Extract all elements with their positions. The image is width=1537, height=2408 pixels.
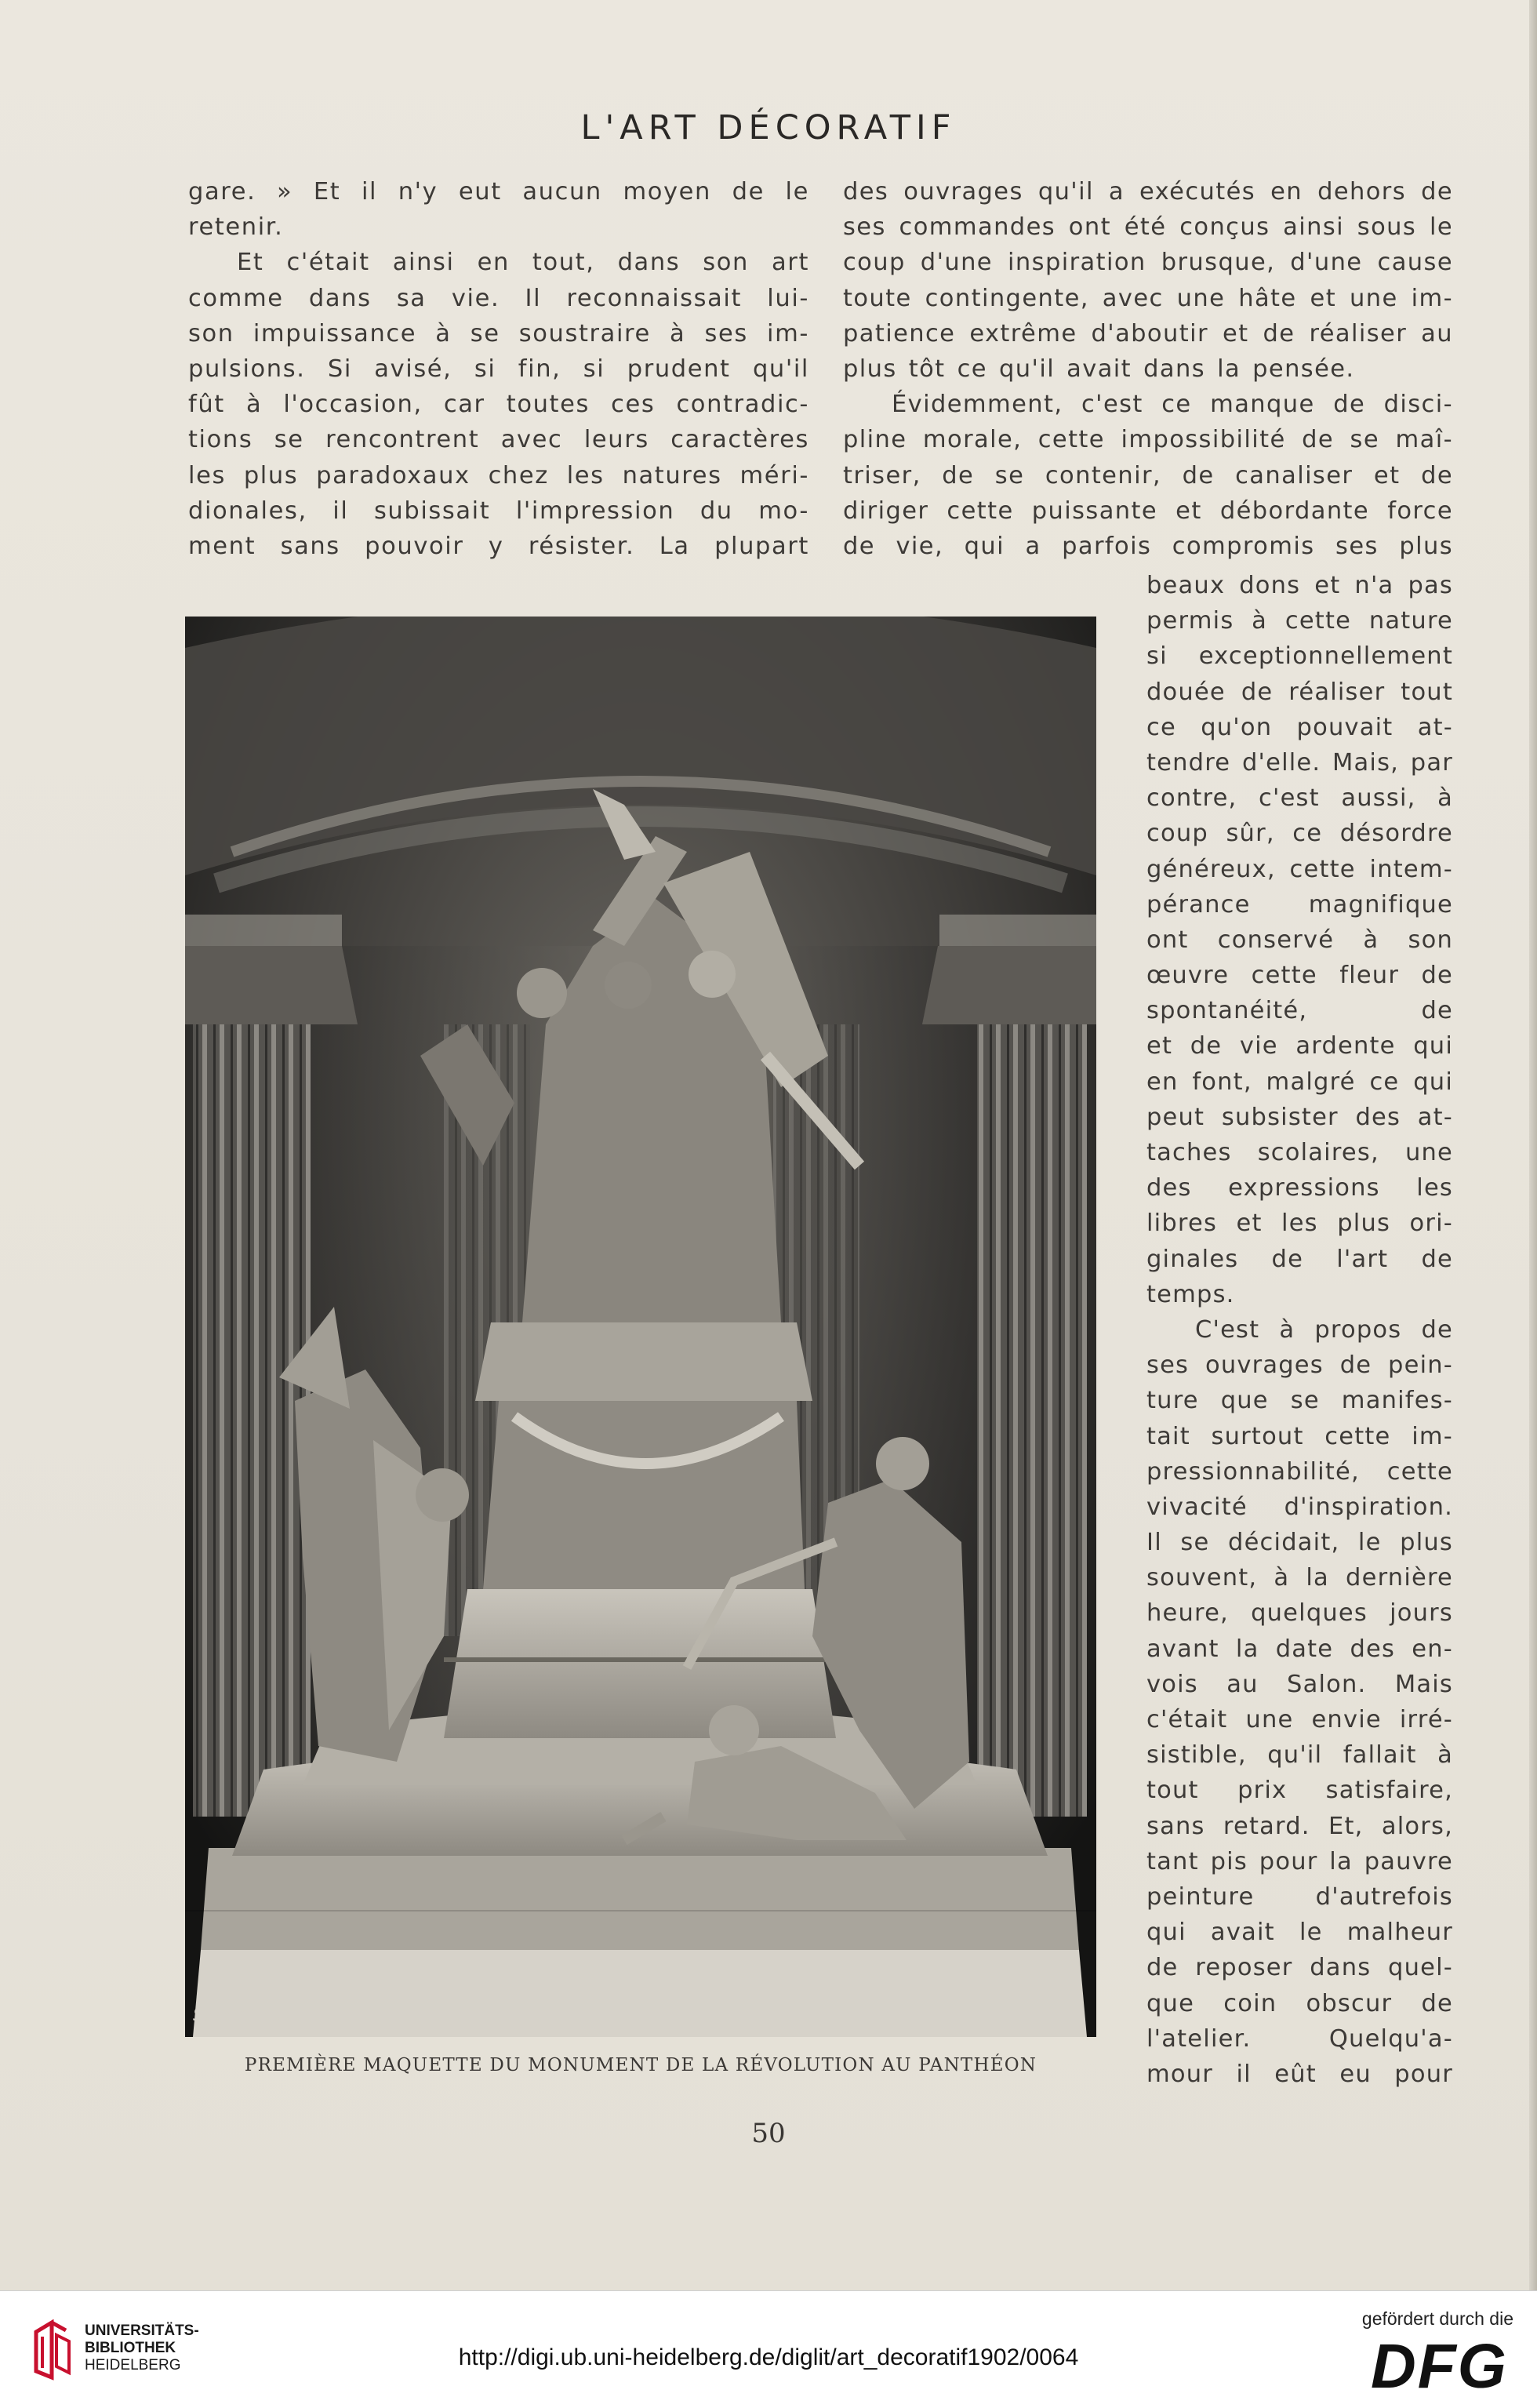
text-line: spontanéité, de	[1146, 997, 1453, 1025]
text-column-left	[188, 174, 809, 564]
text-line: toute contingente, avec une hâte et une im-	[843, 284, 1453, 312]
text-line: coup sûr, ce désordre	[1146, 820, 1453, 848]
text-line: Et c'était ainsi en tout, dans son art	[237, 249, 809, 277]
text-line: ses commandes ont été conçus ainsi sous le	[843, 213, 1453, 242]
sculpture-photograph	[185, 617, 1096, 2037]
dfg-logo[interactable]: DFG	[1371, 2331, 1508, 2401]
text-line: des ouvrages qu'il a exécutés en dehors de	[843, 178, 1453, 206]
text-line: pulsions. Si avisé, si fin, si prudent qu'il	[188, 355, 809, 383]
text-line: coup d'une inspiration brusque, d'une cause	[843, 249, 1453, 277]
text-line: plus tôt ce qu'il avait dans la pensée.	[843, 355, 1355, 383]
text-line: contre, c'est aussi, à	[1146, 784, 1453, 813]
text-line: si exceptionnellement	[1146, 642, 1453, 671]
text-line: ont conservé à son	[1146, 926, 1453, 954]
text-line: ce qu'on pouvait at-	[1146, 713, 1453, 741]
text-line: en font, malgré ce qui	[1146, 1068, 1453, 1096]
text-line: patience extrême d'aboutir et de réaliser au	[843, 319, 1453, 347]
library-name-line: HEIDELBERG	[85, 2357, 181, 2373]
text-line: qui avait le malheur	[1146, 1919, 1453, 1947]
text-line: pline morale, cette impossibilité de se maî-	[843, 426, 1453, 454]
text-line: peut subsister des at-	[1146, 1103, 1453, 1131]
text-line: l'atelier. Quelqu'a-	[1146, 2024, 1453, 2053]
text-column-narrow	[1146, 568, 1453, 2092]
text-line: généreux, cette intem-	[1146, 855, 1453, 883]
text-line: diriger cette puissante et débordante force	[843, 497, 1453, 525]
engraver-signature: Sirard Grav.	[193, 2006, 296, 2025]
text-line: son impuissance à se soustraire à ses im-	[188, 319, 809, 347]
text-line: peinture d'autrefois	[1146, 1882, 1453, 1911]
page-edge	[1529, 0, 1537, 2290]
text-line: mour il eût eu pour	[1146, 2060, 1453, 2088]
text-line: triser, de se contenir, de canaliser et de	[843, 461, 1453, 489]
text-line: gare. » Et il n'y eut aucun moyen de le	[188, 178, 809, 206]
text-line: ment sans pouvoir y résister. La plupart	[188, 532, 809, 560]
text-line: tant pis pour la pauvre	[1146, 1847, 1453, 1875]
text-column-right	[843, 174, 1453, 564]
text-line: douée de réaliser tout	[1146, 678, 1453, 706]
text-line: pérance magnifique	[1146, 890, 1453, 918]
text-line: de vie, qui a parfois compromis ses plus	[843, 532, 1453, 560]
text-line: que coin obscur de	[1146, 1989, 1453, 2017]
text-line: tions se rencontrent avec leurs caractères	[188, 426, 809, 454]
text-line: beaux dons et n'a pas	[1146, 572, 1453, 599]
text-line: taches scolaires, une	[1146, 1139, 1453, 1166]
text-line: dionales, il subissait l'impression du mo-	[188, 497, 809, 525]
running-head: L'ART DÉCORATIF	[580, 108, 957, 147]
text-line: vivacité d'inspiration.	[1146, 1493, 1453, 1521]
text-line: heure, quelques jours	[1146, 1599, 1453, 1628]
text-line: sans retard. Et, alors,	[1146, 1812, 1453, 1840]
text-line: tendre d'elle. Mais, par	[1146, 748, 1453, 777]
text-line: ginales de l'art de	[1146, 1245, 1453, 1273]
text-line: pressionnabilité, cette	[1146, 1457, 1453, 1486]
text-line: de reposer dans quel-	[1146, 1954, 1453, 1982]
text-line: ture que se manifes-	[1146, 1387, 1453, 1415]
text-line: tout prix satisfaire,	[1146, 1777, 1453, 1805]
text-line: Il se décidait, le plus	[1146, 1529, 1453, 1557]
text-line: temps.	[1146, 1280, 1235, 1308]
library-name-line: BIBLIOTHEK	[85, 2340, 176, 2356]
funding-note: gefördert durch die	[1361, 2308, 1513, 2329]
text-line: comme dans sa vie. Il reconnaissait lui-	[188, 284, 809, 312]
text-line: c'était une envie irré-	[1146, 1706, 1453, 1734]
text-line: et de vie ardente qui	[1146, 1032, 1453, 1060]
text-line: avant la date des en-	[1146, 1635, 1453, 1663]
text-line: sistible, qu'il fallait à	[1146, 1741, 1453, 1770]
text-line: les plus paradoxaux chez les natures méri-	[188, 461, 809, 489]
sculpture-illustration	[185, 617, 1096, 2037]
text-line: retenir.	[188, 213, 284, 242]
permalink-url[interactable]: http://digi.ub.uni-heidelberg.de/diglit/art_decoratif1902/0064	[458, 2344, 1079, 2370]
text-line: des expressions les	[1146, 1174, 1453, 1202]
text-line: vois au Salon. Mais	[1146, 1670, 1453, 1698]
library-name-line: UNIVERSITÄTS-	[85, 2323, 199, 2339]
text-line: souvent, à la dernière	[1146, 1564, 1453, 1592]
digitization-footer	[0, 2290, 1537, 2408]
figure-caption: PREMIÈRE MAQUETTE DU MONUMENT DE LA RÉVOLUTION AU PANTHÉON	[244, 2055, 1037, 2075]
page-number: 50	[751, 2118, 786, 2149]
text-line: Évidemment, c'est ce manque de disci-	[892, 391, 1453, 419]
text-line: libres et les plus ori-	[1146, 1209, 1453, 1238]
text-line: tait surtout cette im-	[1146, 1422, 1453, 1450]
text-line: C'est à propos de	[1195, 1315, 1453, 1344]
text-line: fût à l'occasion, car toutes ces contradic-	[188, 391, 809, 419]
text-line: œuvre cette fleur de	[1146, 962, 1453, 990]
text-line: permis à cette nature	[1146, 607, 1453, 635]
text-line: ses ouvrages de pein-	[1146, 1351, 1453, 1380]
